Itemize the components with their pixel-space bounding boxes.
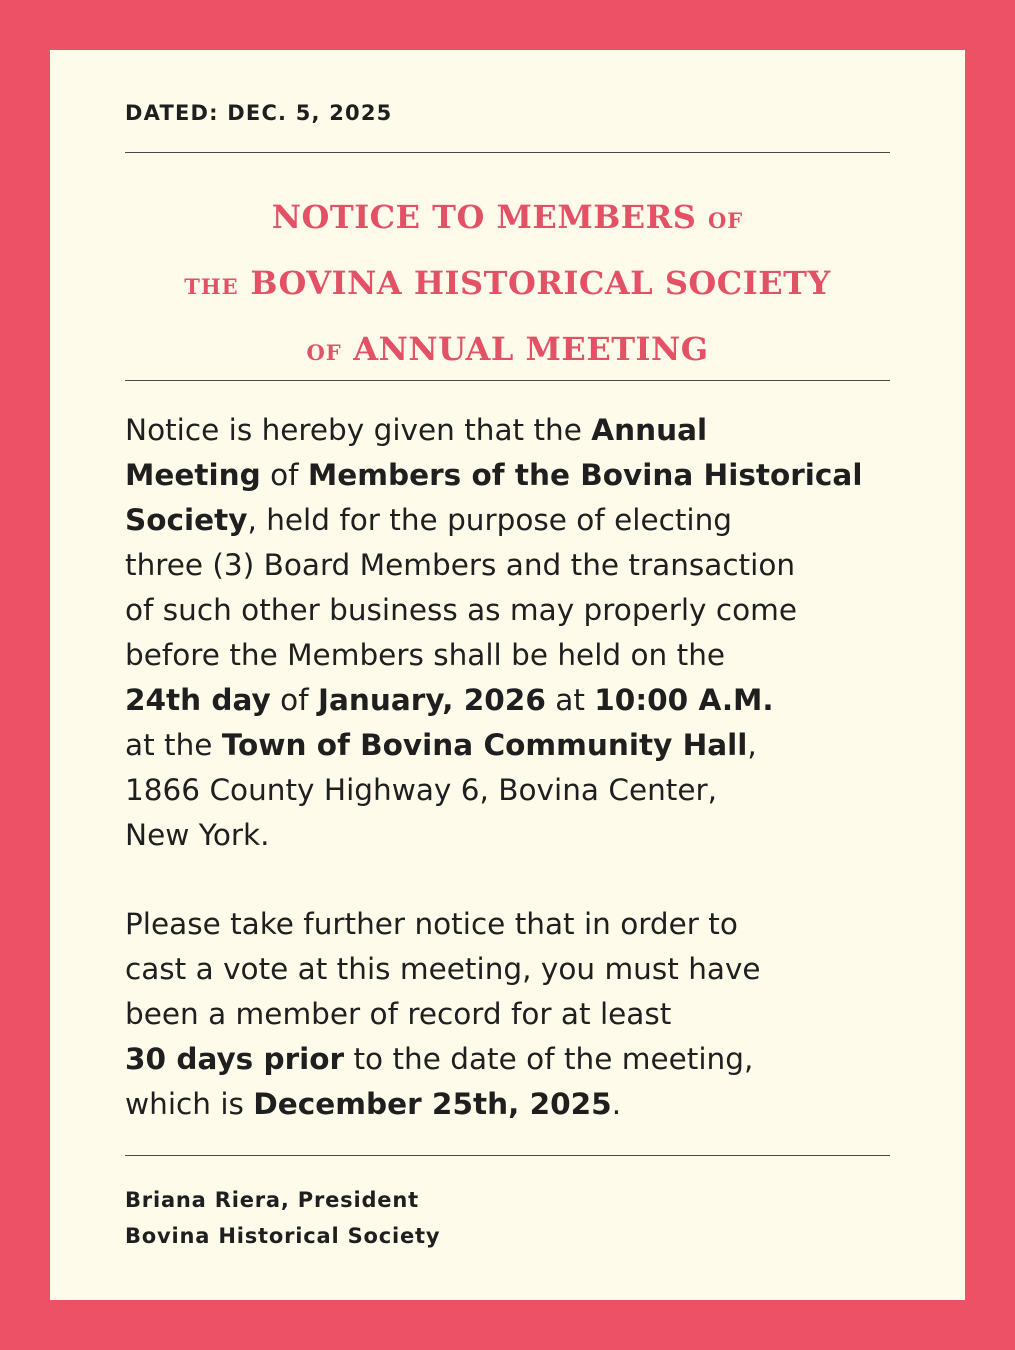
divider-top: [125, 152, 890, 153]
paragraph-line: 1866 County Highway 6, Bovina Center,: [125, 773, 718, 807]
paragraph-line: Society, held for the purpose of electing: [125, 503, 733, 537]
divider-bottom: [125, 1155, 890, 1156]
paragraph-line: three (3) Board Members and the transaction: [125, 548, 796, 582]
notice-paragraph-1: [125, 408, 890, 858]
divider-middle: [125, 380, 890, 381]
paragraph-line: New York.: [125, 818, 270, 852]
paragraph-line: Please take further notice that in order to: [125, 907, 738, 941]
dated-line: DATED: DEC. 5, 2025: [125, 101, 393, 125]
paragraph-line: 30 days prior to the date of the meeting,: [125, 1042, 754, 1076]
paragraph-line: Notice is hereby given that the Annual: [125, 413, 708, 447]
paragraph-line: been a member of record for at least: [125, 997, 672, 1031]
signature-block: [125, 1182, 890, 1254]
notice-title: [125, 186, 890, 384]
paragraph-line: at the Town of Bovina Community Hall,: [125, 728, 757, 762]
title-line-1: NOTICE TO MEMBERS OF: [271, 198, 744, 236]
paragraph-line: before the Members shall be held on the: [125, 638, 726, 672]
paragraph-line: which is December 25th, 2025.: [125, 1087, 622, 1121]
paragraph-line: of such other business as may properly come: [125, 593, 798, 627]
signatory-name: Briana Riera, President: [125, 1188, 419, 1212]
title-line-2: THE BOVINA HISTORICAL SOCIETY: [184, 264, 831, 302]
signatory-organization: Bovina Historical Society: [125, 1224, 441, 1248]
paragraph-line: cast a vote at this meeting, you must have: [125, 952, 761, 986]
paragraph-line: Meeting of Members of the Bovina Historical: [125, 458, 863, 492]
notice-paragraph-2: [125, 902, 890, 1127]
title-line-3: OF ANNUAL MEETING: [306, 330, 709, 368]
paragraph-line: 24th day of January, 2026 at 10:00 A.M.: [125, 683, 774, 717]
notice-card: [50, 50, 965, 1300]
